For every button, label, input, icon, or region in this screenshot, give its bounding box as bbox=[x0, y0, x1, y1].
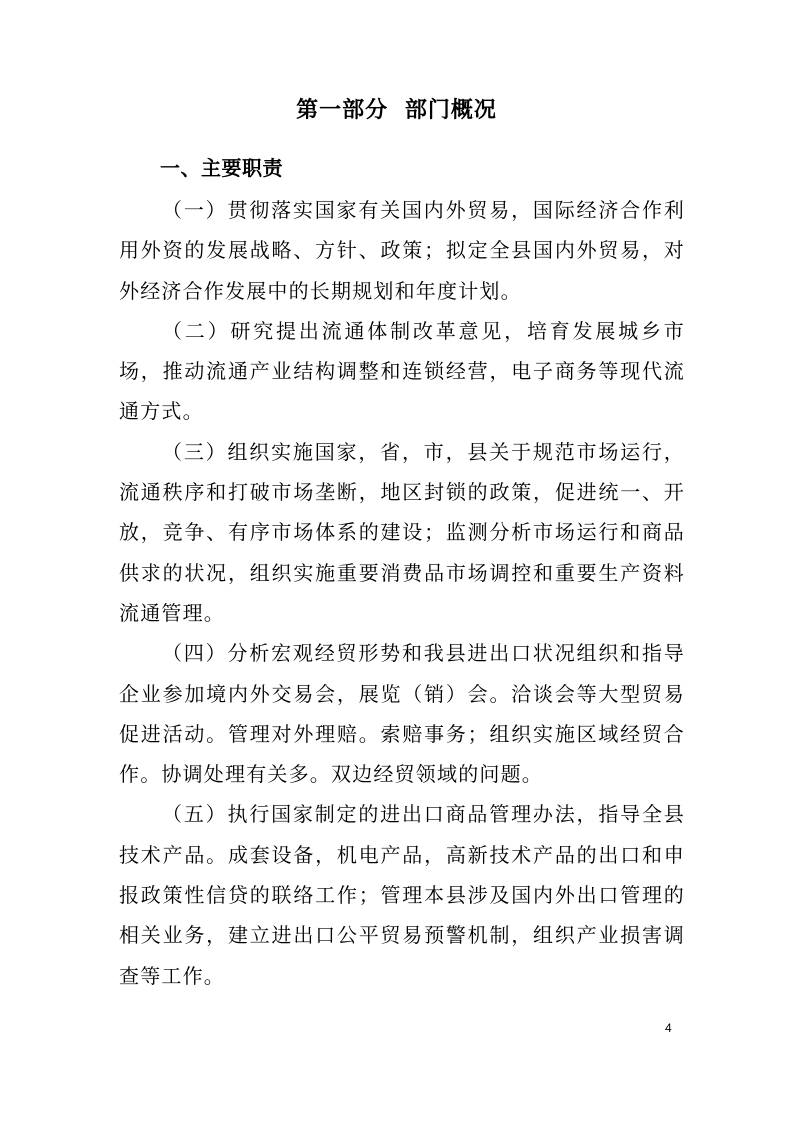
paragraph-duty-1: （一）贯彻落实国家有关国内外贸易，国际经济合作利用外资的发展战略、方针、政策；拟定全县国内外贸易，对外经济合作发展中的长期规划和年度计划。 bbox=[119, 198, 685, 303]
page-number: 4 bbox=[665, 1021, 672, 1035]
page-title: 第一部分 部门概况 bbox=[296, 98, 497, 123]
body-text bbox=[119, 190, 685, 996]
paragraph-duty-2: （二）研究提出流通体制改革意见，培育发展城乡市场，推动流通产业结构调整和连锁经营，电子商务等现代流通方式。 bbox=[119, 318, 685, 424]
section-heading: 一、主要职责 bbox=[160, 156, 283, 180]
paragraph-duty-3: （三）组织实施国家，省，市，县关于规范市场运行，流通秩序和打破市场垄断，地区封锁的政策，促进统一、开放，竞争、有序市场体系的建设；监测分析市场运行和商品供求的状况，组织实施重要消费品市场调控和重要生产资料流通管理。 bbox=[119, 439, 685, 625]
paragraph-duty-4: （四）分析宏观经贸形势和我县进出口状况组织和指导企业参加境内外交易会，展览（销）会。洽谈会等大型贸易促进活动。管理对外理赔。索赔事务；组织实施区域经贸合作。协调处理有关多。双边经贸领域的问题。 bbox=[119, 641, 685, 787]
paragraph-duty-5: （五）执行国家制定的进出口商品管理办法，指导全县技术产品。成套设备，机电产品，高新技术产品的出口和申报政策性信贷的联络工作；管理本县涉及国内外出口管理的相关业务，建立进出口公平贸易预警机制，组织产业损害调查等工作。 bbox=[119, 802, 685, 988]
